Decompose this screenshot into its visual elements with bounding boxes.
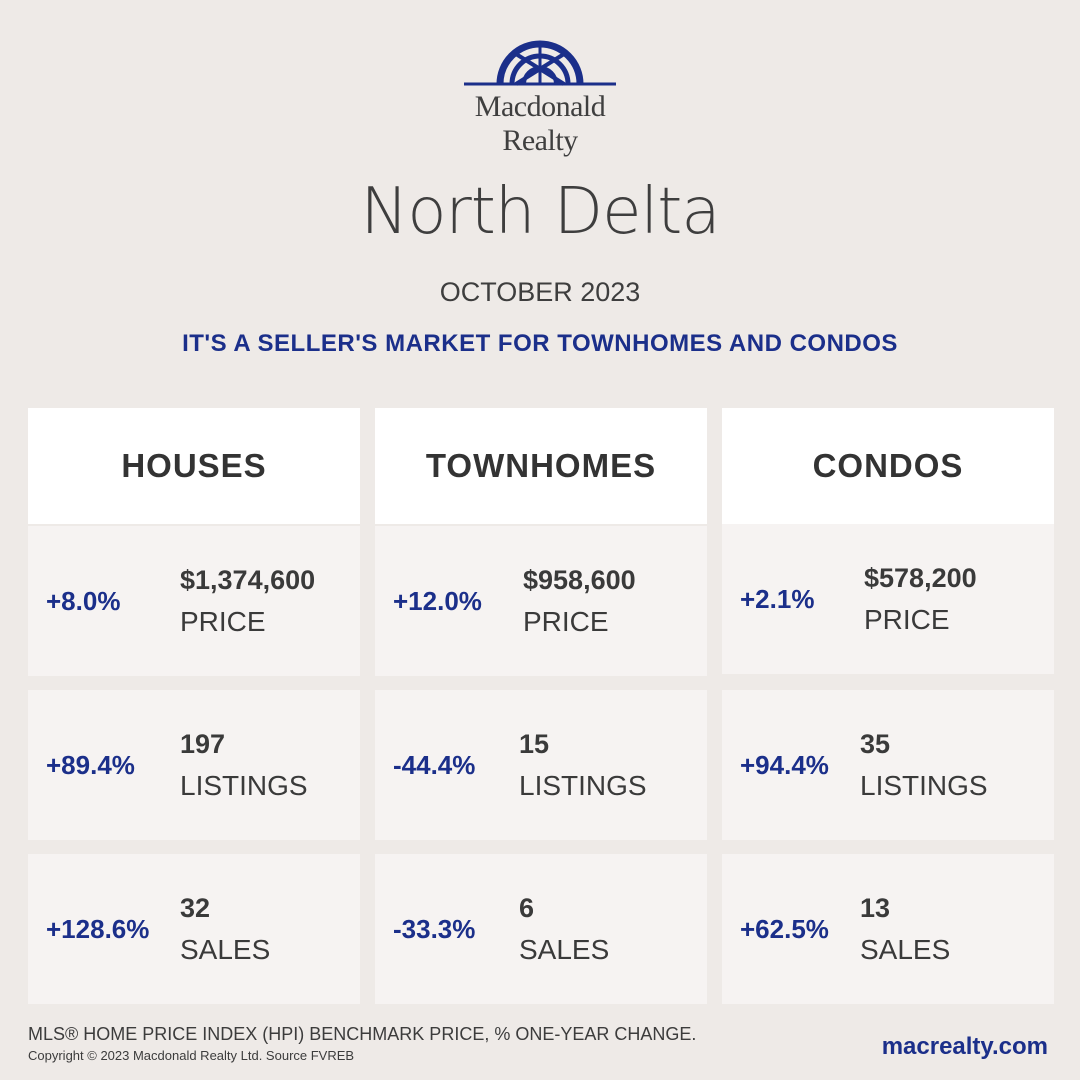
stat-change: +12.0% [393, 585, 482, 616]
stat-change: +2.1% [740, 583, 815, 614]
brand-name [460, 90, 620, 158]
brand-name-line2: Realty [502, 124, 578, 157]
brand-name-line1: Macdonald [474, 90, 606, 123]
stat-value: 6 [519, 893, 535, 923]
stat-card-price [28, 526, 360, 676]
stat-label: LISTINGS [860, 770, 988, 801]
stat-change: +94.4% [740, 749, 829, 780]
stat-change: +128.6% [46, 913, 150, 944]
stat-label: PRICE [523, 606, 609, 637]
stat-value: 13 [860, 893, 891, 923]
stat-label: SALES [860, 934, 951, 965]
footer-note: MLS® HOME PRICE INDEX (HPI) BENCHMARK PRICE, % ONE-YEAR CHANGE. [28, 1024, 697, 1044]
column-townhomes [375, 408, 707, 965]
stat-change: -33.3% [393, 913, 476, 944]
column-houses [28, 408, 360, 965]
column-condos [722, 408, 1054, 965]
stat-value: $958,600 [523, 565, 636, 595]
footer-copyright: Copyright © 2023 Macdonald Realty Ltd. Source FVREB [28, 1048, 355, 1063]
stat-value: 32 [180, 893, 211, 923]
stat-change: +62.5% [740, 913, 829, 944]
stat-label: LISTINGS [180, 770, 308, 801]
website-link[interactable]: macrealty.com [881, 1033, 1048, 1060]
stat-card-listings [375, 690, 707, 840]
stat-label: PRICE [180, 606, 266, 637]
stat-label: LISTINGS [519, 770, 647, 801]
column-heading: TOWNHOMES [375, 408, 707, 524]
stat-card-price [722, 524, 1054, 674]
stat-value: $1,374,600 [180, 565, 316, 595]
stat-card-listings [722, 690, 1054, 840]
stat-change: -44.4% [393, 749, 476, 780]
market-tagline: IT'S A SELLER'S MARKET FOR TOWNHOMES AND CONDOS [182, 330, 898, 357]
report-date: OCTOBER 2023 [439, 277, 641, 307]
brand-logo [460, 40, 620, 165]
stat-value: 197 [180, 729, 226, 759]
stat-label: PRICE [864, 604, 950, 635]
column-heading: HOUSES [28, 408, 360, 524]
logo-icon [464, 40, 616, 88]
stat-card-sales [375, 854, 707, 1004]
stat-change: +8.0% [46, 585, 121, 616]
stat-card-sales [28, 854, 360, 1004]
stat-value: $578,200 [864, 563, 977, 593]
stat-change: +89.4% [46, 749, 135, 780]
stat-label: SALES [519, 934, 610, 965]
column-heading: CONDOS [722, 408, 1054, 524]
stat-card-sales [722, 854, 1054, 1004]
stat-card-price [375, 526, 707, 676]
stat-card-listings [28, 690, 360, 840]
stat-label: SALES [180, 934, 271, 965]
page-title: North Delta [360, 175, 720, 249]
stat-value: 15 [519, 729, 550, 759]
stat-value: 35 [860, 729, 891, 759]
